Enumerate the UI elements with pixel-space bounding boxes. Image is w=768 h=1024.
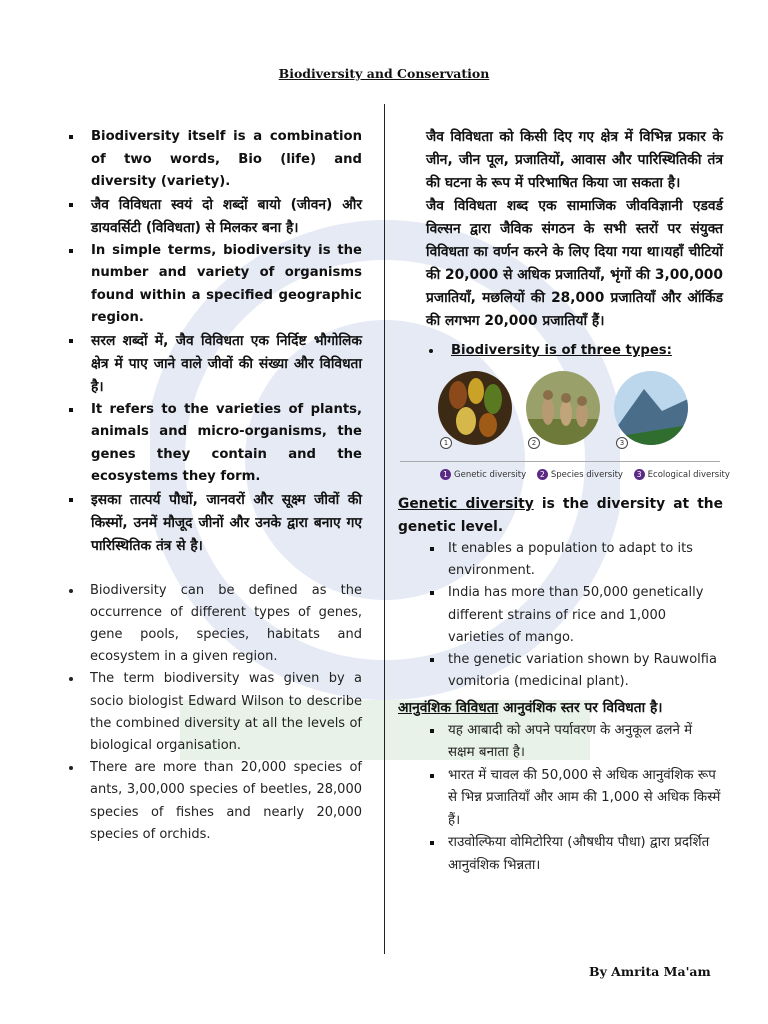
author-byline: By Amrita Ma'am bbox=[589, 964, 711, 979]
list-item: राउवोल्फिया वोमिटोरिया (औषधीय पौधा) द्वारा प्रदर्शित आनुवंशिक भिन्नता। bbox=[398, 832, 723, 877]
list-item: There are more than 20,000 species of ants, 3,00,000 species of beetles, 28,000 species of fishes and nearly 20,000 species of orchids. bbox=[66, 757, 362, 846]
figure-marker: 3 bbox=[616, 437, 628, 449]
list-item: जैव विविधता स्वयं दो शब्दों बायो (जीवन) और डायवर्सिटी (विविधता) से मिलकर बना है। bbox=[66, 194, 362, 240]
list-item: यह आबादी को अपने पर्यावरण के अनुकूल ढलने में सक्षम बनाता है। bbox=[398, 720, 723, 765]
figure-legend bbox=[432, 469, 730, 480]
plain-bullet-list bbox=[66, 580, 362, 846]
legend-number: 1 bbox=[440, 469, 451, 480]
genetic-definition bbox=[398, 493, 723, 538]
list-item: In simple terms, biodiversity is the number and variety of organisms found within a specified geographic region. bbox=[66, 240, 362, 330]
list-item: The term biodiversity was given by a socio biologist Edward Wilson to describe the combined diversity at all the levels of biological organisation. bbox=[66, 668, 362, 757]
list-item: Biodiversity itself is a combination of two words, Bio (life) and diversity (variety). bbox=[66, 126, 362, 194]
species-diversity-image bbox=[526, 371, 600, 445]
genetic-diversity-image bbox=[438, 371, 512, 445]
types-heading: Biodiversity is of three types: bbox=[426, 341, 723, 361]
legend-ecological: Ecological diversity bbox=[647, 470, 730, 480]
list-item: Biodiversity can be defined as the occurrence of different types of genes, gene pools, species, habitats and ecosystem in a given region. bbox=[66, 580, 362, 669]
list-item: It refers to the varieties of plants, animals and micro-organisms, the genes they contain and the ecosystems they form. bbox=[66, 399, 362, 489]
genetic-heading: Genetic diversity bbox=[398, 496, 534, 512]
list-item: the genetic variation shown by Rauwolfia vomitoria (medicinal plant). bbox=[398, 649, 723, 693]
list-item: जैव विविधता को किसी दिए गए क्षेत्र में विभिन्न प्रकार के जीन, जीन पूल, प्रजातियों, आवास और पारिस्थितिकी तंत्र की घटना के रूप में परिभाषित किया जा सकता है। bbox=[426, 129, 723, 191]
list-item: इसका तात्पर्य पौधों, जानवरों और सूक्ष्म जीवों की किस्मों, उनमें मौजूद जीनों और उनके द्वारा बनाए गए पारिस्थितिक तंत्र से है। bbox=[66, 489, 362, 558]
list-item: India has more than 50,000 genetically different strains of rice and 1,000 varieties of mango. bbox=[398, 582, 723, 649]
biodiversity-types-figure bbox=[392, 371, 730, 491]
figure-marker: 2 bbox=[528, 437, 540, 449]
figure-marker: 1 bbox=[440, 437, 452, 449]
hindi-genetic-list bbox=[398, 720, 723, 878]
bold-bullet-list bbox=[66, 126, 362, 558]
right-column bbox=[398, 126, 730, 877]
ecological-diversity-image bbox=[614, 371, 688, 445]
page-title: Biodiversity and Conservation bbox=[278, 66, 490, 81]
list-item: It enables a population to adapt to its environment. bbox=[398, 538, 723, 582]
legend-species: Species diversity bbox=[550, 470, 623, 480]
hindi-heading: आनुवंशिक विविधता bbox=[398, 700, 499, 717]
hindi-text: आनुवंशिक स्तर पर विविधता है। bbox=[498, 700, 663, 717]
column-divider bbox=[384, 104, 385, 954]
hindi-definition-list bbox=[398, 126, 723, 333]
list-item: सरल शब्दों में, जैव विविधता एक निर्दिष्ट भौगोलिक क्षेत्र में पाए जाने वाले जीवों की संख्या और विविधता है। bbox=[66, 330, 362, 399]
genetic-list bbox=[398, 538, 723, 693]
hindi-genetic-definition bbox=[398, 697, 723, 720]
list-item: भारत में चावल की 50,000 से अधिक आनुवंशिक रूप से भिन्न प्रजातियाँ और आम की 1,000 से अधिक किस्में हैं। bbox=[398, 765, 723, 833]
genetic-text: is the diversity at the genetic level. bbox=[398, 496, 723, 535]
figure-divider bbox=[400, 461, 720, 462]
left-column bbox=[66, 126, 362, 846]
legend-number: 3 bbox=[634, 469, 645, 480]
list-item: जैव विविधता शब्द एक सामाजिक जीवविज्ञानी एडवर्ड विल्सन द्वारा जैविक संगठन के सभी स्तरों पर संयुक्त विविधता का वर्णन करने के लिए दिया गया था।यहाँ चीटियों की 20,000 से अधिक प्रजातियाँ, भृंगों की 3,00,000 प्रजातियाँ, मछलियों की 28,000 प्रजातियाँ और ऑर्किड की लगभग 20,000 प्रजातियाँ हैं। bbox=[426, 198, 723, 329]
legend-number: 2 bbox=[537, 469, 548, 480]
legend-genetic: Genetic diversity bbox=[454, 470, 527, 480]
